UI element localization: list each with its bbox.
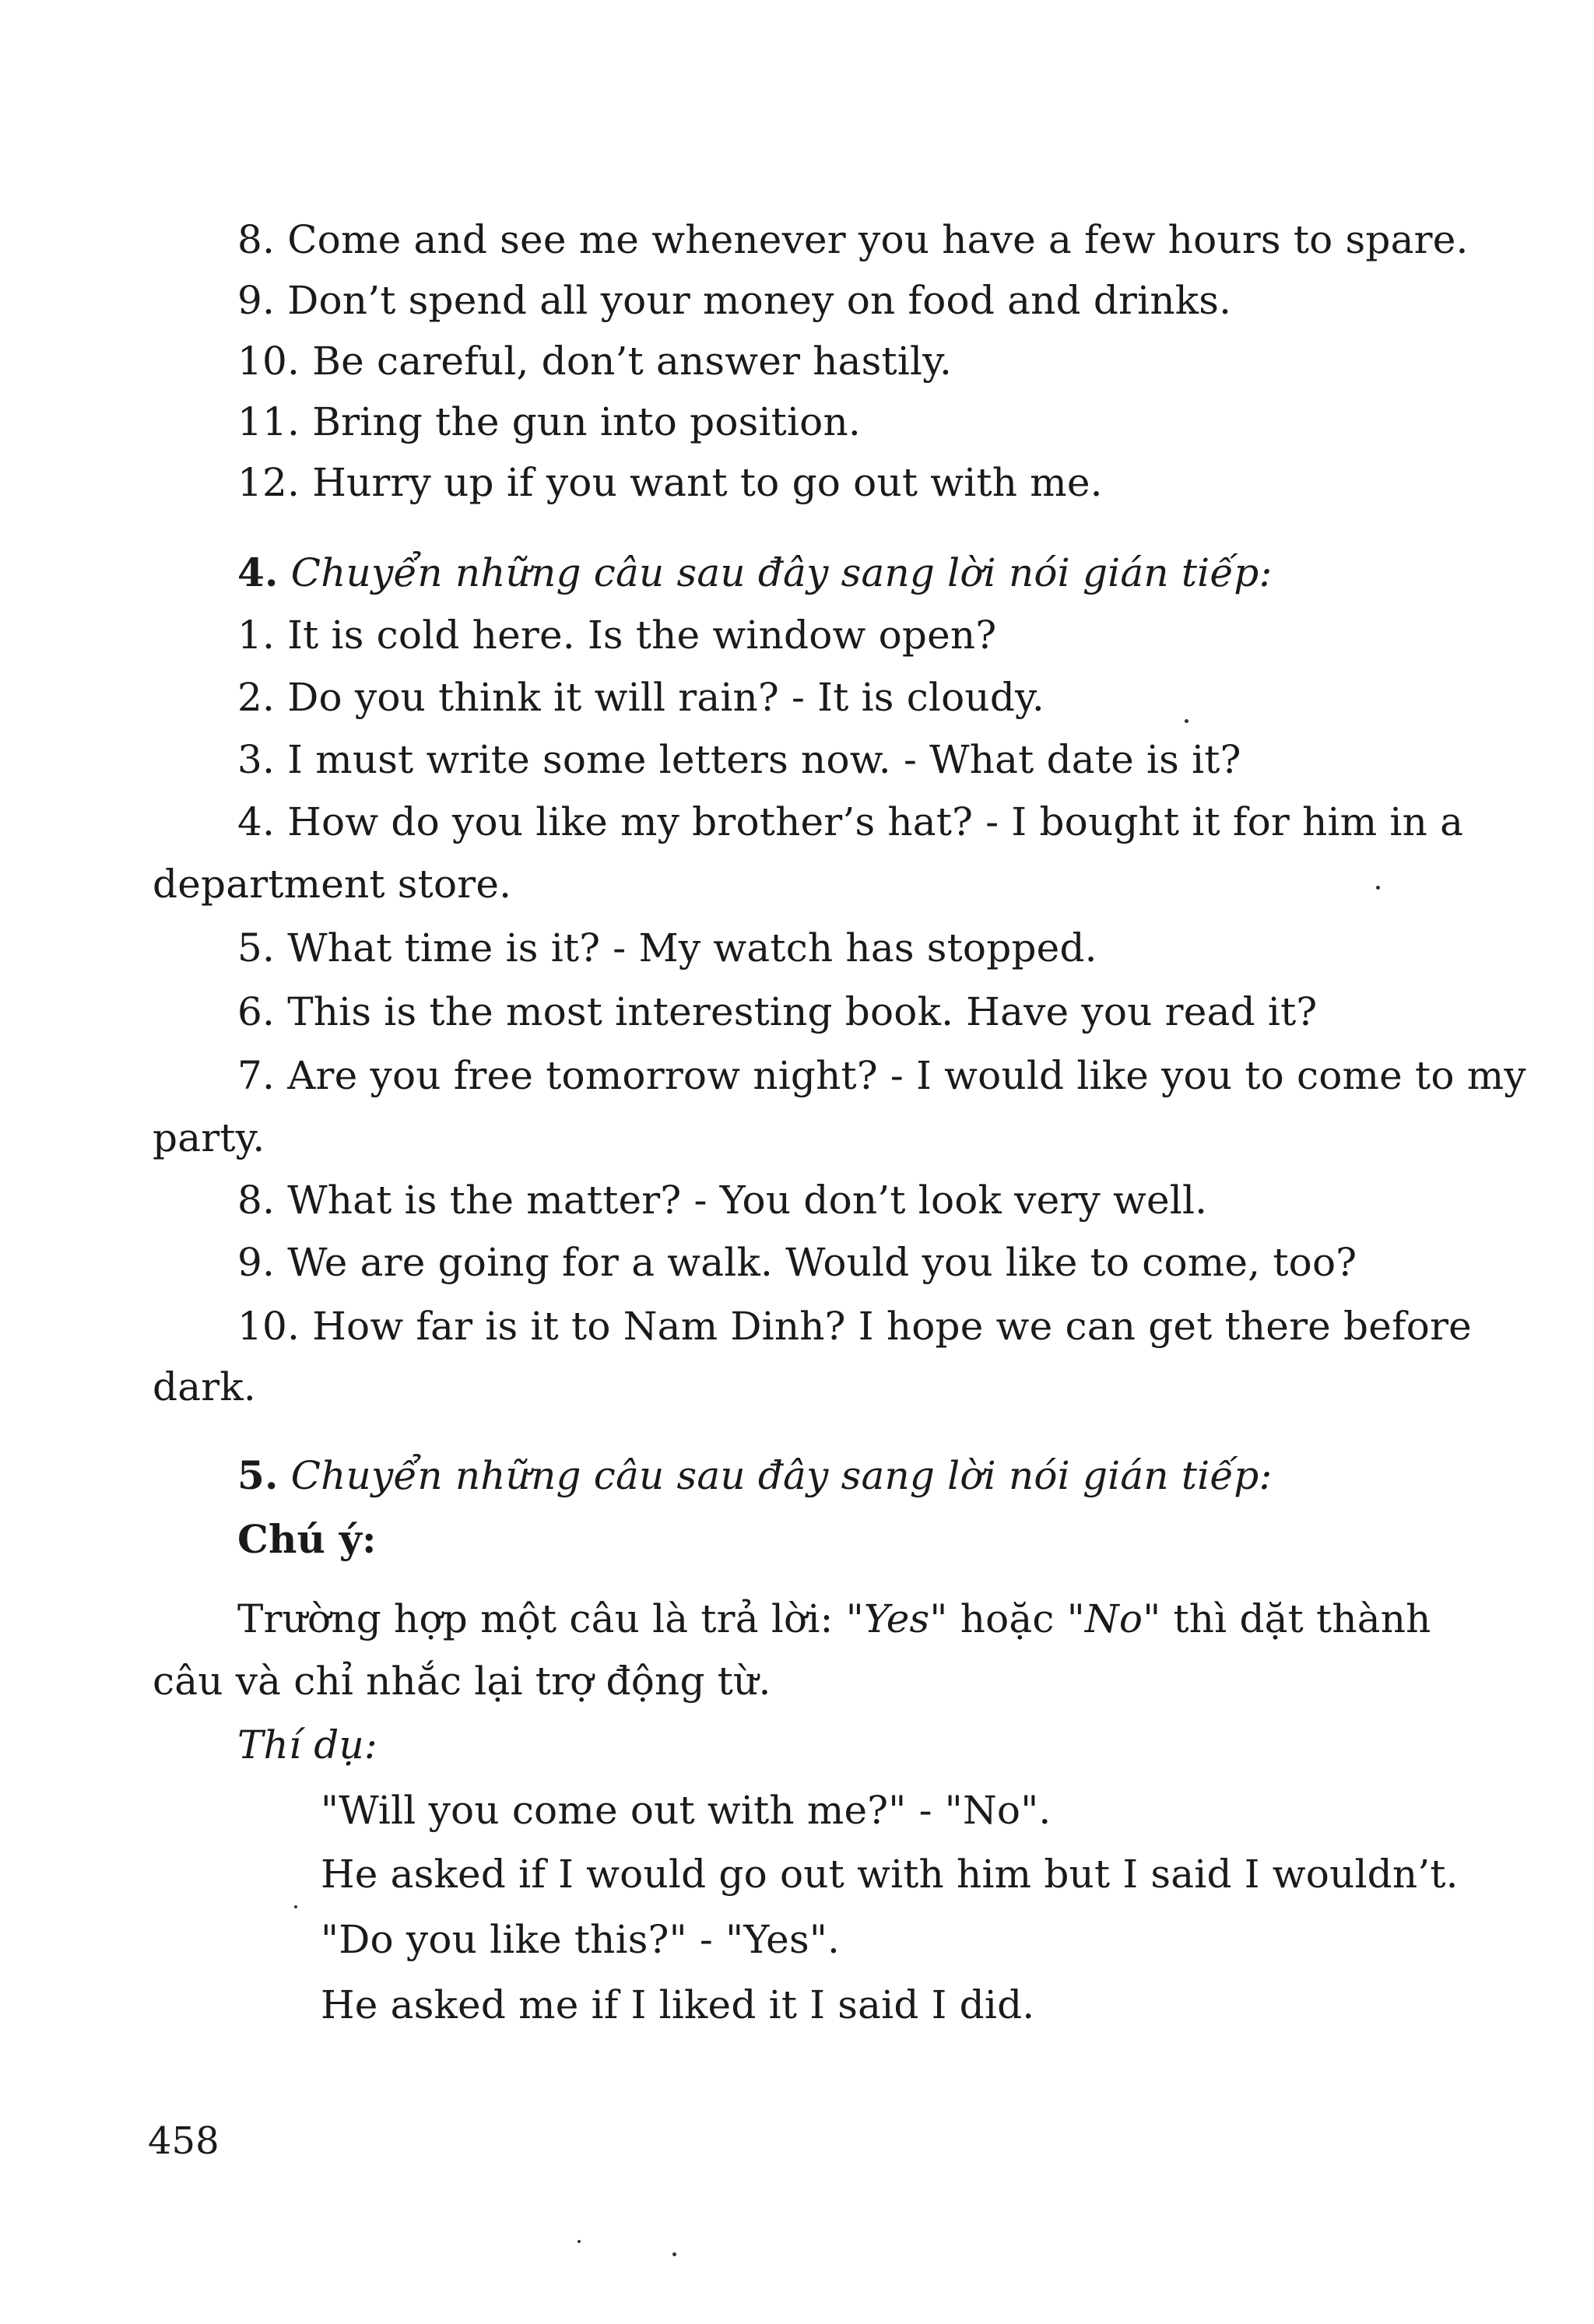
scan-speck	[672, 2252, 676, 2256]
list-item: 12. Hurry up if you want to go out with me.	[237, 460, 1103, 505]
list-item: 10. How far is it to Nam Dinh? I hope we can get there before	[237, 1304, 1472, 1349]
note-no: No	[1084, 1596, 1143, 1641]
note-text: " thì dặt thành	[1143, 1596, 1431, 1641]
scan-speck	[1185, 719, 1188, 723]
list-item: 10. Be careful, don’t answer hastily.	[237, 339, 953, 384]
list-item: 9. We are going for a walk. Would you like to come, too?	[237, 1240, 1357, 1285]
example-line: He asked if I would go out with him but I said I wouldn’t.	[321, 1852, 1459, 1897]
list-item: 1. It is cold here. Is the window open?	[237, 613, 997, 658]
list-item: 8. What is the matter? - You don’t look very well.	[237, 1178, 1208, 1223]
list-item: 2. Do you think it will rain? - It is cloudy.	[237, 675, 1045, 720]
list-item: 11. Bring the gun into position.	[237, 399, 861, 444]
note-label: Chú ý:	[237, 1516, 377, 1562]
example-line: "Do you like this?" - "Yes".	[321, 1917, 841, 1962]
list-item: 7. Are you free tomorrow night? - I would like you to come to my	[237, 1053, 1526, 1098]
section-5-heading	[237, 1452, 1273, 1499]
list-item: 6. This is the most interesting book. Have you read it?	[237, 989, 1318, 1034]
example-line: "Will you come out with me?" - "No".	[321, 1788, 1052, 1833]
scan-speck	[294, 1905, 297, 1908]
list-item: 8. Come and see me whenever you have a few hours to spare.	[237, 217, 1469, 262]
note-text: " hoặc "	[929, 1596, 1085, 1641]
section-4-title: Chuyển những câu sau đây sang lời nói gián tiếp:	[290, 550, 1273, 595]
example-label: Thí dụ:	[237, 1722, 377, 1768]
note-text-line: câu và chỉ nhắc lại trợ động từ.	[153, 1659, 771, 1704]
list-item-continuation: dark.	[153, 1364, 256, 1409]
scan-speck	[578, 2240, 581, 2243]
list-item: 9. Don’t spend all your money on food and drinks.	[237, 278, 1232, 323]
list-item: 4. How do you like my brother’s hat? - I bought it for him in a	[237, 799, 1464, 844]
section-5-number: 5.	[237, 1452, 279, 1498]
note-text: Trường hợp một câu là trả lời: "	[237, 1596, 864, 1641]
list-item-continuation: department store.	[153, 862, 512, 907]
list-item: 3. I must write some letters now. - What date is it?	[237, 737, 1241, 782]
section-4-number: 4.	[237, 549, 279, 595]
note-yes: Yes	[863, 1596, 930, 1641]
section-5-title: Chuyển những câu sau đây sang lời nói gián tiếp:	[290, 1453, 1273, 1498]
section-4-heading	[237, 549, 1273, 596]
note-text-line	[237, 1596, 1431, 1642]
example-line: He asked me if I liked it I said I did.	[321, 1982, 1035, 2027]
scan-speck	[1376, 886, 1380, 890]
list-item-continuation: party.	[153, 1115, 265, 1160]
page-number: 458	[148, 2119, 219, 2163]
list-item: 5. What time is it? - My watch has stopped.	[237, 925, 1097, 971]
